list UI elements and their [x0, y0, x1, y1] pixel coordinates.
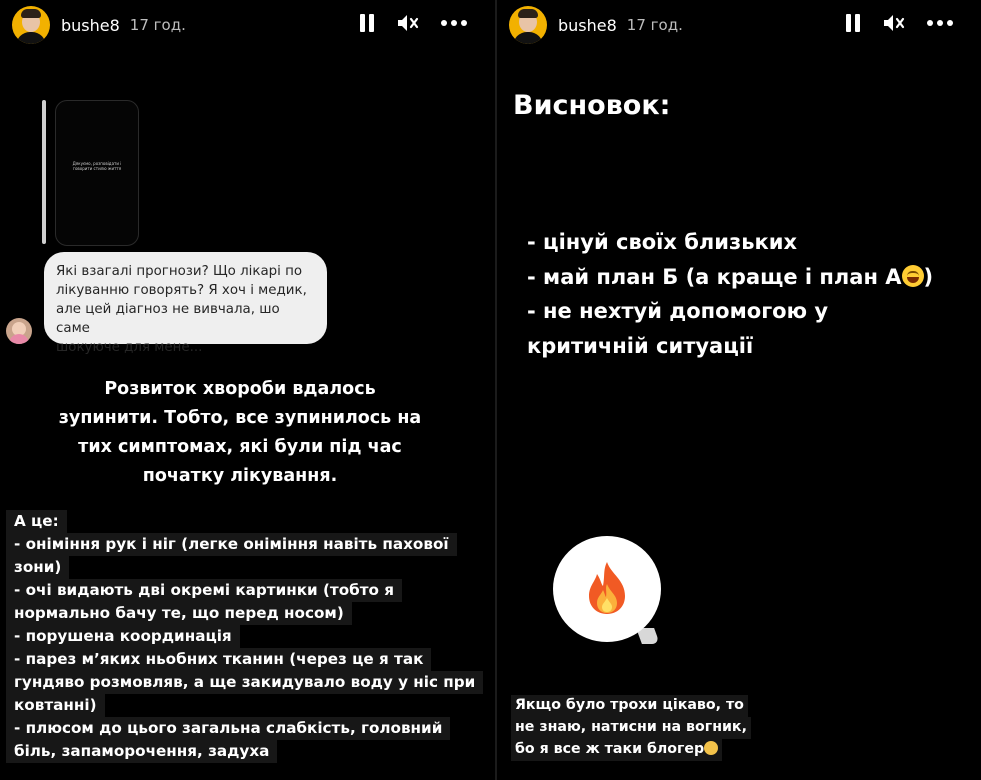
thumbnail-text: Дякуємо, розповідати і говорити стилю життя: [72, 161, 122, 171]
headline: [30, 375, 450, 491]
footer-line-wrap: [511, 739, 722, 761]
headline-line: початку лікування.: [142, 466, 338, 486]
avatar[interactable]: [12, 6, 50, 44]
conclusion-item: - цінуй своїх близьких: [527, 230, 797, 254]
conclusion-item: [527, 260, 933, 295]
mute-icon[interactable]: [397, 13, 419, 33]
story-right: [497, 0, 981, 780]
smile-emoji: [704, 741, 718, 755]
symptom-line: - плюсом до цього загальна слабкість, головний: [6, 717, 450, 740]
symptom-list: [6, 510, 483, 763]
footer-line: не знаю, натисни на вогник,: [511, 717, 751, 739]
conclusion-list: [527, 225, 933, 363]
symptom-line: - парез м’яких ньобних тканин (через це я так: [6, 648, 431, 671]
footer-line: Якщо було трохи цікаво, то: [511, 695, 748, 717]
conclusion-item-text: - май план Б (а краще і план А: [527, 264, 902, 289]
symptom-line: А це:: [6, 510, 67, 533]
laughing-emoji: [902, 265, 924, 287]
conclusion-item: - не нехтуй допомогою у: [527, 299, 829, 323]
reply-bubble: [44, 252, 327, 355]
story-header: [0, 0, 495, 50]
headline-line: зупинити. Тобто, все зупинилось на: [58, 408, 422, 428]
pause-icon[interactable]: [359, 14, 375, 32]
symptom-line: нормально бачу те, що перед носом): [6, 602, 352, 625]
more-icon[interactable]: [441, 20, 467, 26]
story-thumbnail[interactable]: [55, 100, 139, 246]
reply-avatar: [6, 318, 32, 344]
reply-line: Які взагалі прогнози? Що лікарі по: [56, 264, 303, 279]
symptom-line: гундяво розмовляв, а ще закидувало воду у ніс при: [6, 671, 483, 694]
avatar[interactable]: [509, 6, 547, 44]
mute-icon[interactable]: [883, 13, 905, 33]
conclusion-item: критичній ситуації: [527, 333, 754, 358]
username[interactable]: bushe8: [61, 15, 120, 35]
symptom-line: - порушена координація: [6, 625, 240, 648]
headline-line: тих симптомах, які були під час: [78, 437, 402, 457]
pause-icon[interactable]: [845, 14, 861, 32]
conclusion-title: Висновок:: [513, 90, 671, 121]
fire-reaction-sticker[interactable]: [553, 536, 661, 644]
conclusion-item-close: ): [923, 264, 934, 289]
more-icon[interactable]: [927, 20, 953, 26]
symptom-line: зони): [6, 556, 69, 579]
reply-line: лікуванню говорять? Я хоч і медик,: [56, 283, 307, 298]
headline-line: Розвиток хвороби вдалось: [104, 379, 376, 399]
symptom-line: ковтанні): [6, 694, 105, 717]
footer-text: [511, 695, 751, 761]
reply-line: шокуюче для мене...: [56, 340, 203, 355]
symptom-line: - очі видають дві окремі картинки (тобто я: [6, 579, 402, 602]
story-header: [497, 0, 981, 50]
username[interactable]: bushe8: [558, 15, 617, 35]
quote-line: [42, 100, 46, 244]
fire-icon[interactable]: [583, 560, 631, 616]
symptom-line: біль, запаморочення, задуха: [6, 740, 277, 763]
reply-line: але цей діагноз не вивчала, шо саме: [56, 302, 280, 336]
timestamp: 17 год.: [129, 16, 186, 34]
symptom-line: - оніміння рук і ніг (легке оніміння навіть пахової: [6, 533, 457, 556]
footer-line: бо я все ж таки блогер: [515, 741, 705, 757]
timestamp: 17 год.: [626, 16, 683, 34]
